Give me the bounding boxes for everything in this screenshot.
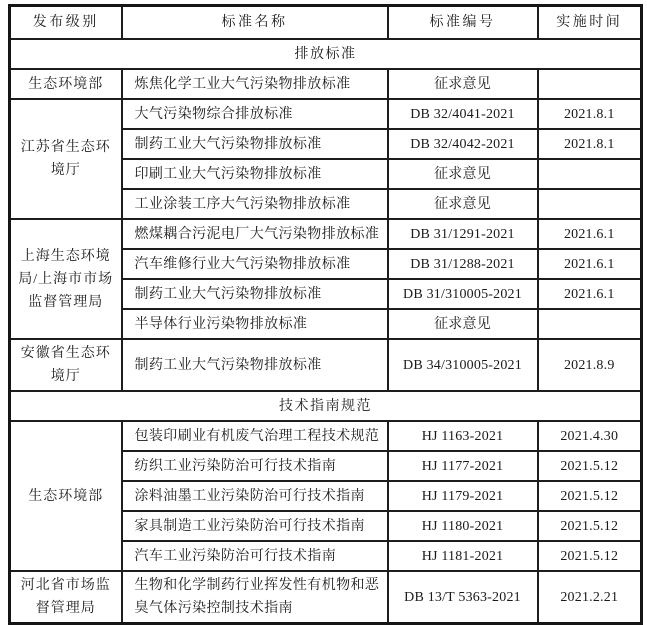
standard-name-cell: 汽车工业污染防治可行技术指南 (122, 541, 388, 571)
standard-name-cell: 家具制造工业污染防治可行技术指南 (122, 511, 388, 541)
column-header-release-level: 发布级别 (10, 6, 122, 40)
standard-number-cell: 征求意见 (388, 69, 538, 99)
standard-number-cell: HJ 1179-2021 (388, 481, 538, 511)
table-row (10, 571, 642, 624)
standard-number-cell: DB 34/310005-2021 (388, 339, 538, 391)
standard-number-cell: DB 31/310005-2021 (388, 279, 538, 309)
section-title: 排放标准 (10, 39, 642, 69)
table-row (10, 421, 642, 451)
implementation-date-cell (538, 189, 642, 219)
implementation-date-cell: 2021.5.12 (538, 451, 642, 481)
standard-name-cell: 生物和化学制药行业挥发性有机物和恶臭气体污染控制技术指南 (122, 571, 388, 624)
agency-cell: 上海生态环境局/上海市市场监督管理局 (10, 219, 122, 339)
standard-name-cell: 汽车维修行业大气污染物排放标准 (122, 249, 388, 279)
implementation-date-cell: 2021.6.1 (538, 249, 642, 279)
standard-number-cell: HJ 1180-2021 (388, 511, 538, 541)
table-header (10, 6, 642, 40)
standard-name-cell: 大气污染物综合排放标准 (122, 99, 388, 129)
standard-number-cell: DB 32/4041-2021 (388, 99, 538, 129)
standard-name-cell: 涂料油墨工业污染防治可行技术指南 (122, 481, 388, 511)
implementation-date-cell: 2021.5.12 (538, 481, 642, 511)
implementation-date-cell: 2021.4.30 (538, 421, 642, 451)
agency-cell: 河北省市场监督管理局 (10, 571, 122, 624)
implementation-date-cell: 2021.5.12 (538, 511, 642, 541)
standard-number-cell: HJ 1163-2021 (388, 421, 538, 451)
standard-name-cell: 炼焦化学工业大气污染物排放标准 (122, 69, 388, 99)
standard-number-cell: HJ 1177-2021 (388, 451, 538, 481)
standard-number-cell: 征求意见 (388, 189, 538, 219)
column-header-implementation-date: 实施时间 (538, 6, 642, 40)
agency-cell: 生态环境部 (10, 69, 122, 99)
implementation-date-cell: 2021.6.1 (538, 219, 642, 249)
standard-name-cell: 燃煤耦合污泥电厂大气污染物排放标准 (122, 219, 388, 249)
standard-name-cell: 制药工业大气污染物排放标准 (122, 129, 388, 159)
implementation-date-cell: 2021.8.9 (538, 339, 642, 391)
implementation-date-cell: 2021.8.1 (538, 99, 642, 129)
implementation-date-cell: 2021.2.21 (538, 571, 642, 624)
standard-name-cell: 工业涂装工序大气污染物排放标准 (122, 189, 388, 219)
section-title: 技术指南规范 (10, 391, 642, 421)
standard-name-cell: 半导体行业污染物排放标准 (122, 309, 388, 339)
standard-number-cell: DB 31/1288-2021 (388, 249, 538, 279)
standard-name-cell: 制药工业大气污染物排放标准 (122, 279, 388, 309)
table-row (10, 99, 642, 129)
implementation-date-cell: 2021.5.12 (538, 541, 642, 571)
standard-name-cell: 制药工业大气污染物排放标准 (122, 339, 388, 391)
implementation-date-cell (538, 159, 642, 189)
section-header-row (10, 39, 642, 69)
table-row (10, 339, 642, 391)
implementation-date-cell (538, 69, 642, 99)
implementation-date-cell: 2021.8.1 (538, 129, 642, 159)
standard-number-cell: HJ 1181-2021 (388, 541, 538, 571)
table-body (10, 39, 642, 624)
agency-cell: 生态环境部 (10, 421, 122, 571)
standard-number-cell: 征求意见 (388, 159, 538, 189)
agency-cell: 江苏省生态环境厅 (10, 99, 122, 219)
implementation-date-cell: 2021.6.1 (538, 279, 642, 309)
section-header-row (10, 391, 642, 421)
standard-name-cell: 印刷工业大气污染物排放标准 (122, 159, 388, 189)
table-row (10, 219, 642, 249)
table-row (10, 69, 642, 99)
standard-number-cell: DB 31/1291-2021 (388, 219, 538, 249)
implementation-date-cell (538, 309, 642, 339)
header-row (10, 6, 642, 40)
standard-name-cell: 包装印刷业有机废气治理工程技术规范 (122, 421, 388, 451)
agency-cell: 安徽省生态环境厅 (10, 339, 122, 391)
column-header-standard-number: 标准编号 (388, 6, 538, 40)
standard-number-cell: 征求意见 (388, 309, 538, 339)
column-header-standard-name: 标准名称 (122, 6, 388, 40)
standards-table (8, 4, 643, 625)
standard-number-cell: DB 13/T 5363-2021 (388, 571, 538, 624)
standard-number-cell: DB 32/4042-2021 (388, 129, 538, 159)
standard-name-cell: 纺织工业污染防治可行技术指南 (122, 451, 388, 481)
